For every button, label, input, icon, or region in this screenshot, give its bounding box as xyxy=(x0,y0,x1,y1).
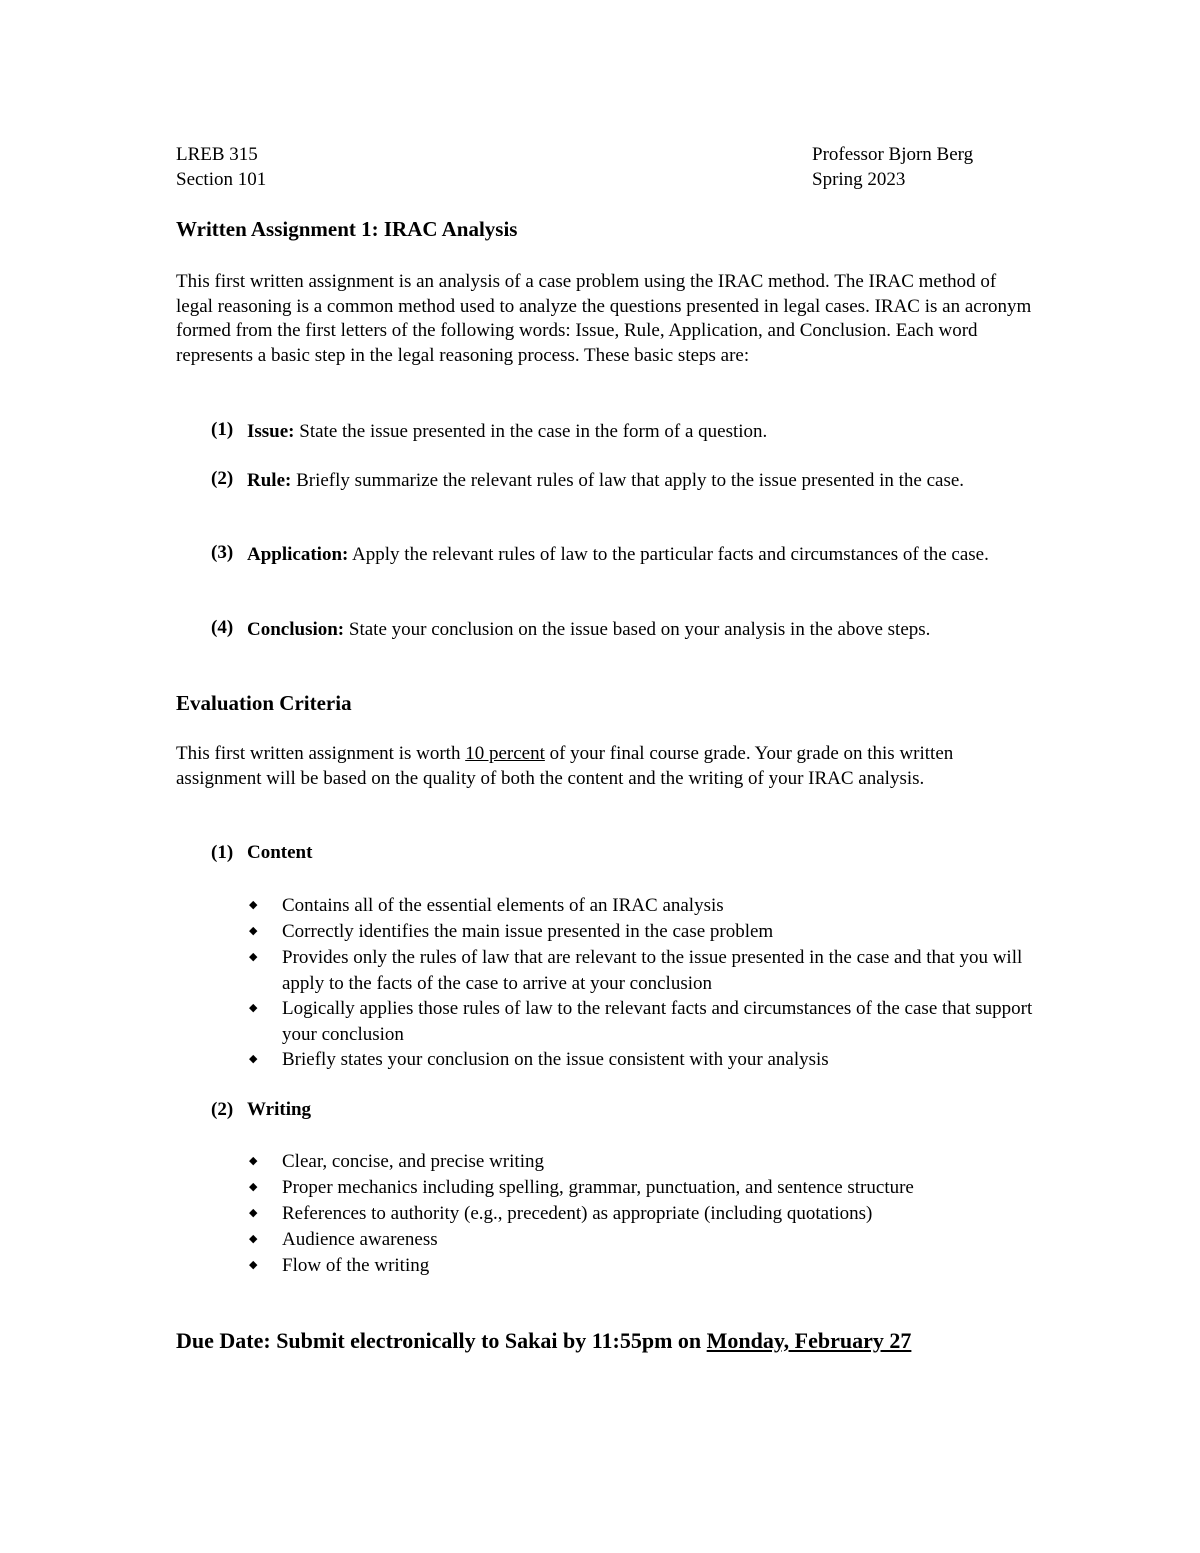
step-4 xyxy=(247,617,1047,642)
writing-heading: Writing xyxy=(247,1099,312,1120)
step-1 xyxy=(247,419,1047,444)
step-3-label: Application: xyxy=(247,544,349,565)
section-number: Section 101 xyxy=(176,169,267,190)
bullet-icon: ◆ xyxy=(249,1002,258,1014)
content-number: (1) xyxy=(211,842,234,863)
writing-number: (2) xyxy=(211,1099,234,1120)
step-4-number: (4) xyxy=(211,617,234,638)
step-3-number: (3) xyxy=(211,542,234,563)
due-date-line xyxy=(176,1328,911,1354)
bullet-icon: ◆ xyxy=(249,1259,258,1271)
due-date-text: Due Date: Submit electronically to Sakai by 11:55pm on xyxy=(176,1328,707,1353)
step-3-text: Apply the relevant rules of law to the particular facts and circumstances of the case. xyxy=(348,544,989,565)
bullet-icon: ◆ xyxy=(249,1207,258,1219)
writing-bullet-2: Proper mechanics including spelling, grammar, punctuation, and sentence structure xyxy=(282,1177,914,1198)
content-bullet-1: Contains all of the essential elements of an IRAC analysis xyxy=(282,895,724,916)
professor-name: Professor Bjorn Berg xyxy=(812,144,974,165)
step-1-number: (1) xyxy=(211,419,234,440)
bullet-icon: ◆ xyxy=(249,1053,258,1065)
intro-paragraph: This first written assignment is an analysis of a case problem using the IRAC method. The IRAC method of legal reasoning is a common method used to analyze the questions presented in legal cases. IRAC is an acronym formed from the first letters of the following words: Issue, Rule, Application, and Conclusion. Each word represents a basic step in the legal reasoning process. These basic steps are: xyxy=(176,271,1032,366)
content-bullet-2: Correctly identifies the main issue presented in the case problem xyxy=(282,921,774,942)
content-bullet-3: Provides only the rules of law that are relevant to the issue presented in the case and that you will apply to the facts of the case to arrive at your conclusion xyxy=(282,947,1023,994)
step-3 xyxy=(247,542,1047,567)
bullet-icon: ◆ xyxy=(249,1233,258,1245)
step-2-text: Briefly summarize the relevant rules of law that apply to the issue presented in the case. xyxy=(291,470,965,491)
step-4-label: Conclusion: xyxy=(247,619,345,640)
content-bullet-4: Logically applies those rules of law to the relevant facts and circumstances of the case that support your conclusion xyxy=(282,998,1033,1045)
step-2-number: (2) xyxy=(211,468,234,489)
writing-bullet-5: Flow of the writing xyxy=(282,1255,430,1276)
grade-percent: 10 percent xyxy=(465,743,545,764)
evaluation-intro-after: of your final course grade. Your grade on this written assignment will be based on the quality of both the content and the writing of your IRAC analysis. xyxy=(176,743,954,789)
step-4-text: State your conclusion on the issue based on your analysis in the above steps. xyxy=(344,619,931,640)
step-1-text: State the issue presented in the case in the form of a question. xyxy=(294,421,768,442)
writing-bullet-3: References to authority (e.g., precedent) as appropriate (including quotations) xyxy=(282,1203,873,1224)
evaluation-intro xyxy=(176,742,1036,791)
writing-bullet-4: Audience awareness xyxy=(282,1229,438,1250)
content-bullet-5: Briefly states your conclusion on the issue consistent with your analysis xyxy=(282,1049,829,1070)
content-heading: Content xyxy=(247,842,313,863)
step-2-label: Rule: xyxy=(247,470,292,491)
step-2 xyxy=(247,468,1047,493)
bullet-icon: ◆ xyxy=(249,925,258,937)
evaluation-intro-before: This first written assignment is worth xyxy=(176,743,466,764)
due-date: Monday, February 27 xyxy=(706,1328,912,1353)
bullet-icon: ◆ xyxy=(249,899,258,911)
evaluation-heading: Evaluation Criteria xyxy=(176,691,352,715)
writing-bullet-1: Clear, concise, and precise writing xyxy=(282,1151,544,1172)
bullet-icon: ◆ xyxy=(249,951,258,963)
bullet-icon: ◆ xyxy=(249,1155,258,1167)
page-title: Written Assignment 1: IRAC Analysis xyxy=(176,217,518,241)
step-1-label: Issue: xyxy=(247,421,295,442)
term: Spring 2023 xyxy=(812,169,906,190)
bullet-icon: ◆ xyxy=(249,1181,258,1193)
course-code: LREB 315 xyxy=(176,144,258,165)
